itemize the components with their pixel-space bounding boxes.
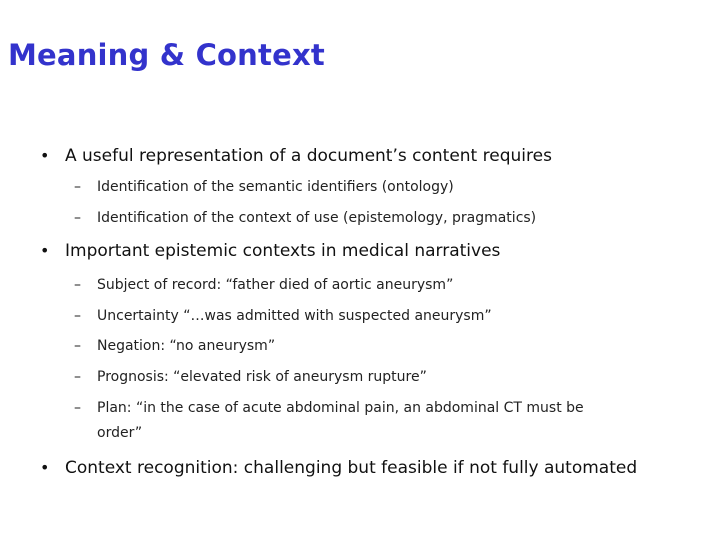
bullet-icon: • (40, 241, 50, 260)
sub-bullet-text: Plan: “in the case of acute abdominal pain, an abdominal CT must be (97, 400, 584, 416)
dash-icon: – (74, 338, 81, 354)
bullet-icon: • (40, 146, 50, 165)
sub-bullet-text: Identification of the semantic identifiers (ontology) (97, 179, 454, 195)
sub-bullet-text: Subject of record: “father died of aortic aneurysm” (97, 277, 454, 293)
sub-bullet-text: Negation: “no aneurysm” (97, 338, 276, 354)
bullet-text: A useful representation of a document’s content requires (65, 146, 552, 166)
bullet-text: Context recognition: challenging but feasible if not fully automated (65, 458, 638, 478)
sub-bullet-text: Prognosis: “elevated risk of aneurysm rupture” (97, 369, 427, 385)
dash-icon: – (74, 369, 81, 385)
bullet-icon: • (40, 458, 50, 477)
sub-bullet-text: Uncertainty “…was admitted with suspected aneurysm” (97, 308, 492, 324)
dash-icon: – (74, 277, 81, 293)
sub-bullet-text: order” (97, 425, 143, 441)
slide-title: Meaning & Context (8, 38, 325, 72)
dash-icon: – (74, 308, 81, 324)
bullet-text: Important epistemic contexts in medical narratives (65, 241, 501, 261)
dash-icon: – (74, 210, 81, 226)
dash-icon: – (74, 400, 81, 416)
sub-bullet-text: Identification of the context of use (epistemology, pragmatics) (97, 210, 537, 226)
dash-icon: – (74, 179, 81, 195)
